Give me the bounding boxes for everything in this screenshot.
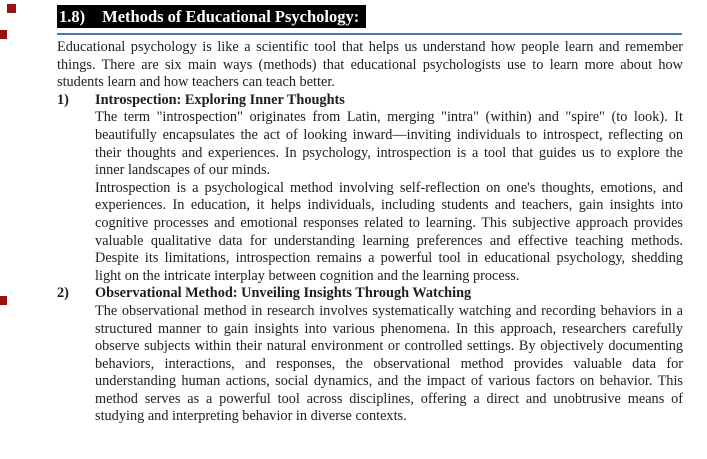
item-paragraph: The term "introspection" originates from Latin, merging "intra" (within) and "spire" (to look). It beautifully encapsulates the act of looking inward—inviting individuals to introspect, reflecting on their thoughts and experiences. In psychology, introspection is a tool that guides us to explore the inner landscapes of our minds.: [95, 109, 683, 179]
section-title: Methods of Educational Psychology:: [102, 7, 360, 26]
item-content: [95, 285, 683, 426]
body-text: [57, 39, 683, 426]
intro-paragraph: Educational psychology is like a scientific tool that helps us understand how people learn and remember things. There are six main ways (methods) that educational psychologists use to learn more about how students learn and how teachers can teach better.: [57, 39, 683, 91]
red-marker-left-lower: [0, 296, 7, 305]
item-paragraph: The observational method in research involves systematically watching and recording behaviors in a structured manner to gain insights into various phenomena. In this approach, researchers carefully observe subjects within their natural environment or controlled settings. By objectively documenting behaviors, interactions, and responses, the observational method provides valuable data for understanding human actions, social dynamics, and the impact of various factors on behavior. This method serves as a powerful tool across disciplines, offering a direct and unobtrusive means of studying and interpreting behavior in diverse contexts.: [95, 302, 683, 425]
red-marker-top-left: [7, 4, 16, 13]
item-number: 2): [57, 285, 69, 302]
numbered-item-introspection: [57, 92, 683, 286]
document-content: [57, 5, 683, 426]
red-marker-left-upper: [0, 30, 7, 39]
item-paragraph: Introspection is a psychological method involving self-reflection on one's thoughts, emotions, and experiences. In education, it helps individuals, including students and teachers, gain insights into cognitive processes and emotional responses related to learning. This subjective approach provides valuable qualitative data for understanding learning preferences and effective teaching methods. Despite its limitations, introspection remains a powerful tool in educational psychology, shedding light on the intricate interplay between cognition and the learning process.: [95, 179, 683, 284]
numbered-item-observational: [57, 285, 683, 426]
item-title: Introspection: Exploring Inner Thoughts: [95, 91, 345, 108]
item-number: 1): [57, 91, 69, 108]
section-heading: [57, 5, 366, 28]
item-content: [95, 92, 683, 286]
heading-divider: [57, 33, 682, 35]
section-number: 1.8): [59, 7, 86, 26]
item-title: Observational Method: Unveiling Insights Through Watching: [95, 285, 472, 302]
